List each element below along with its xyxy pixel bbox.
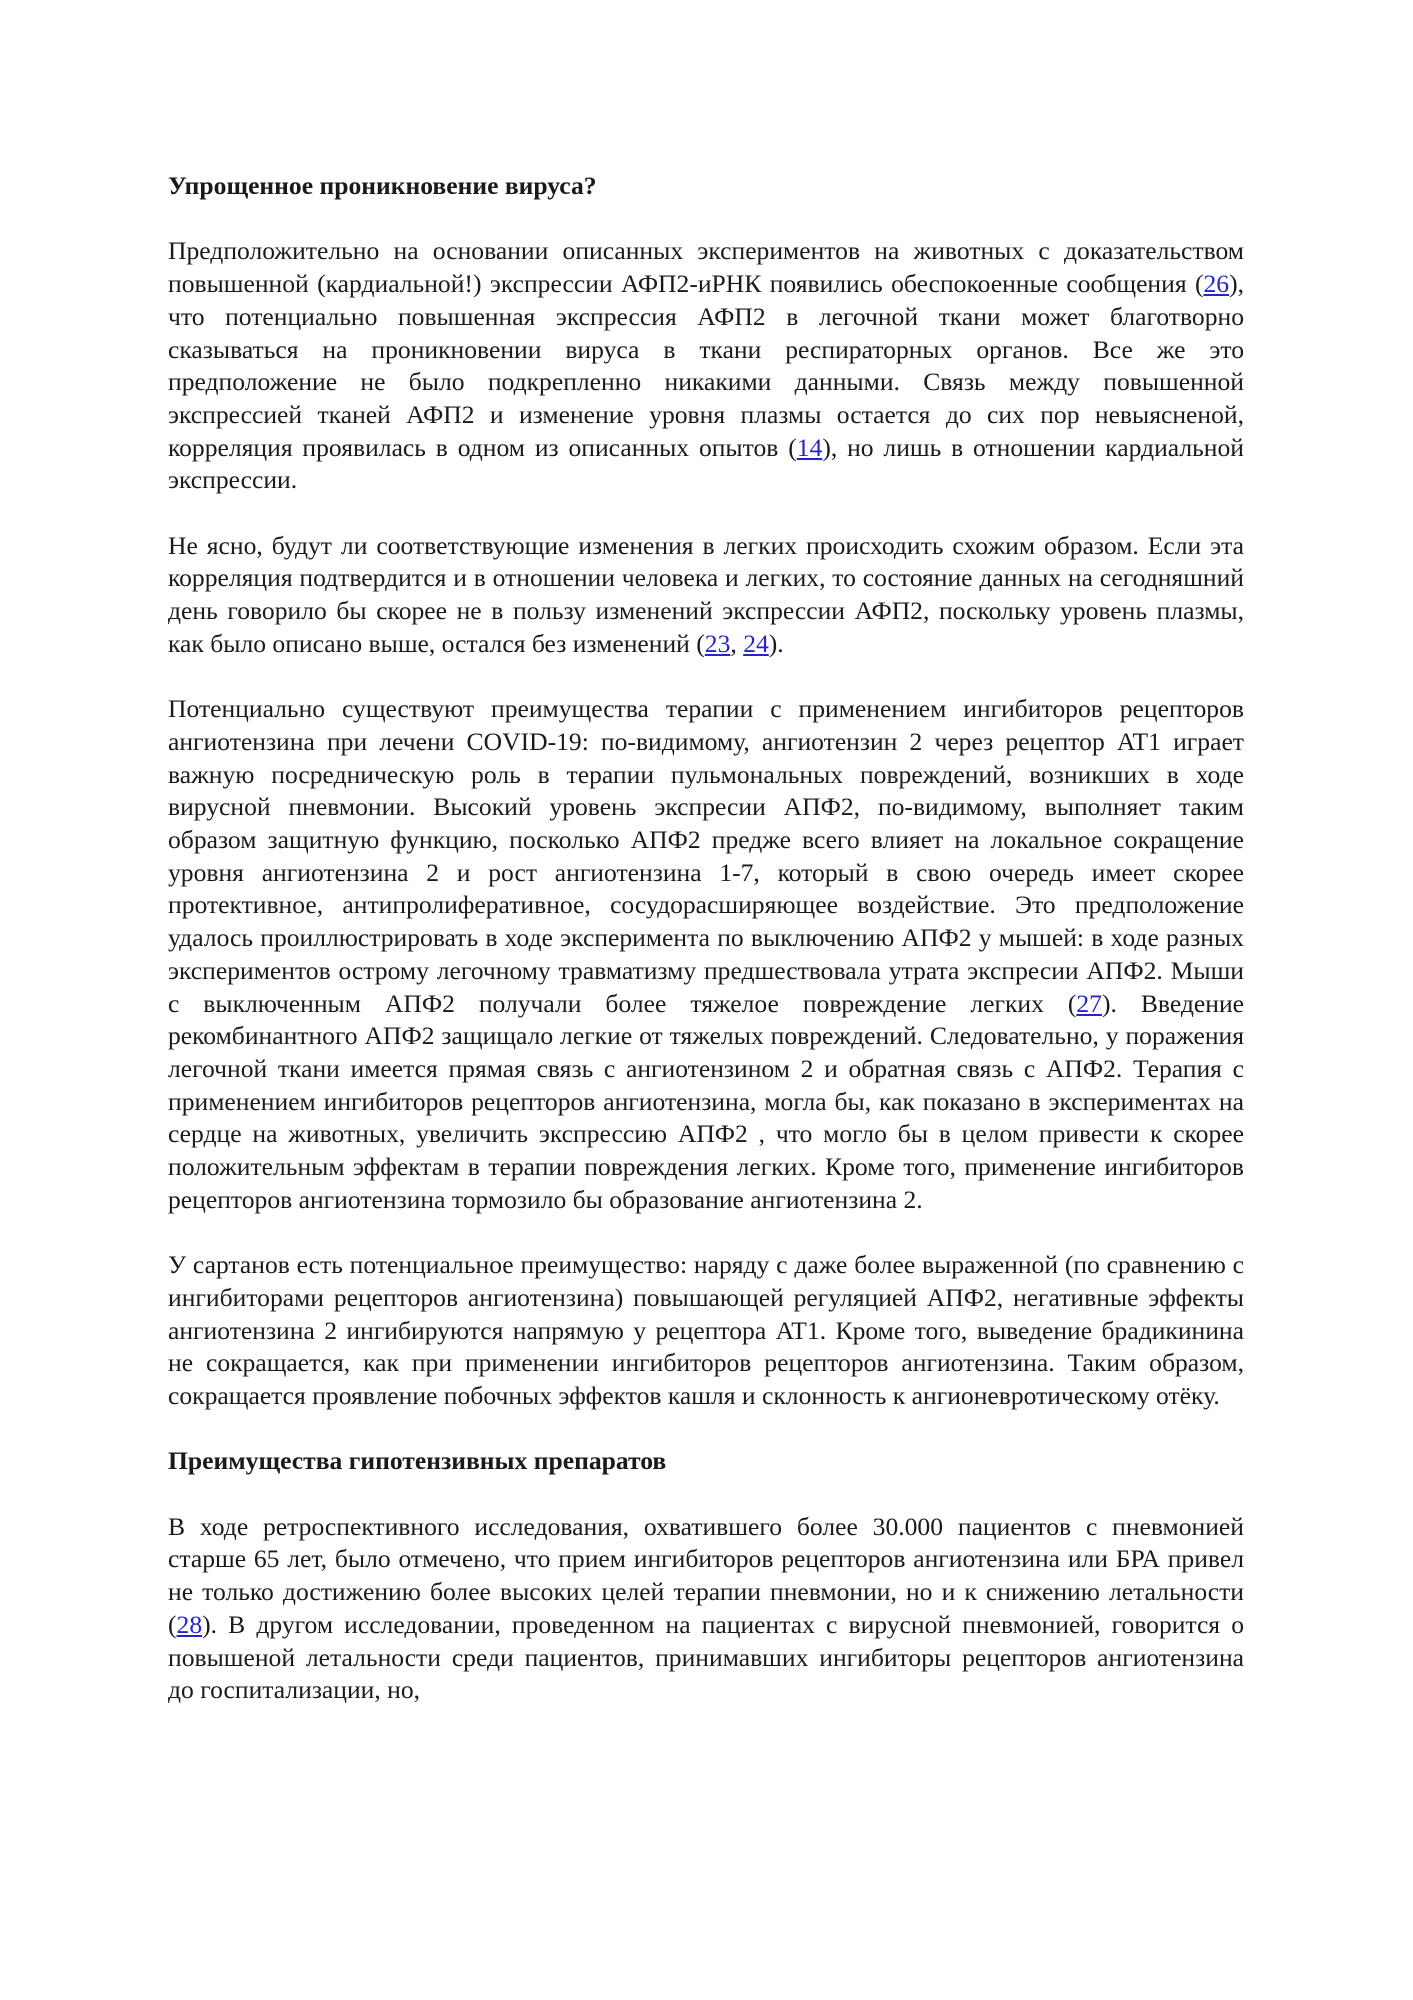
reference-link-23[interactable]: 23 <box>704 628 731 658</box>
reference-link-14[interactable]: 14 <box>796 432 823 462</box>
section-heading-virus-entry: Упрощенное проникновение вируса? <box>168 171 597 200</box>
paragraph-text: ), но лишь в отношении кардиальной экспрессии. <box>168 432 1244 495</box>
paragraph-text: ). В другом исследовании, проведенном на пациентах с вирусной пневмонией, говорится о повышеной летальности среди пациентов, принимавших ингибиторы рецепторов ангиотензина до госпитализации, но, <box>168 1609 1244 1705</box>
reference-link-27[interactable]: 27 <box>1076 988 1102 1018</box>
paragraph-text: , <box>730 628 744 658</box>
reference-link-28[interactable]: 28 <box>176 1609 203 1639</box>
paragraph-2 <box>168 530 1244 661</box>
paragraph-text: Потенциально существуют преимущества терапии с применением ингибиторов рецепторов ангиотензина при лечени COVID-19: по-видимому, ангиотензин 2 через рецептор AT1 играет важную посредническую роль в терапии пульмональных повреждений, возникших в ходе вирусной пневмонии. Высокий уровень экспресии АПФ2, по-видимому, выполняет таким образом защитную функцию, посколько АПФ2 предже всего влияет на локальное сокращение уровня ангиотензина 2 и рост ангиотензина 1-7, который в свою очередь имеет скорее протективное, антипролиферативное, сосудорасширяющее воздействие. Это предположение удалось проиллюстрировать в ходе эксперимента по выключению АПФ2 у мышей: в ходе разных экспериментов острому легочному травматизму предшествовала утрата экспресии АПФ2. Мыши с выключенным АПФ2 получали более тяжелое повреждение легких ( <box>168 694 1244 1018</box>
paragraph-text: ), что потенциально повышенная экспрессия АФП2 в легочной ткани может благотворно сказываться на проникновении вируса в ткани респираторных органов. Все же это предположение не было подкрепленно никакими данными. Связь между повышенной экспрессией тканей АФП2 и изменение уровня плазмы остается до сих пор невыясненой, корреляция проявилась в одном из описанных опытов ( <box>168 269 1244 462</box>
paragraph-5 <box>168 1511 1244 1707</box>
reference-link-26[interactable]: 26 <box>1203 269 1230 299</box>
paragraph-1 <box>168 235 1244 497</box>
paragraph-text: В ходе ретроспективного исследования, охватившего более 30.000 пациентов с пневмонией старше 65 лет, было отмечено, что прием ингибиторов рецепторов ангиотензина или БРА привел не только достижению более высоких целей терапии пневмонии, но и к снижению летальности ( <box>168 1511 1244 1639</box>
paragraph-text: Предположительно на основании описанных экспериментов на животных с доказательством повышенной (кардиальной!) экспрессии АФП2-иРНК появились обеспокоенные сообщения ( <box>168 236 1244 299</box>
reference-link-24[interactable]: 24 <box>743 628 769 658</box>
paragraph-3 <box>168 693 1244 1216</box>
document-page <box>168 170 1244 1740</box>
section-heading-antihypertensive-benefits: Преимущества гипотензивных препаратов <box>168 1446 667 1476</box>
paragraph-text: ). Введение рекомбинантного АПФ2 защищало легкие от тяжелых повреждений. Следовательно, у поражения легочной ткани имеется прямая связь с ангиотензином 2 и обратная связь с АПФ2. Терапия с применением ингибиторов рецепторов ангиотензина, могла бы, как показано в экспериментах на сердце на животных, увеличить экспрессию АПФ2 , что могло бы в целом привести к скорее положительным эффектам в терапии повреждения легких. Кроме того, применение ингибиторов рецепторов ангиотензина тормозило бы образование ангиотензина 2. <box>168 988 1244 1214</box>
paragraph-text: У сартанов есть потенциальное преимущество: наряду с даже более выраженной (по сравнению с ингибиторами рецепторов ангиотензина) повышающей регуляцией АПФ2, негативные эффекты ангиотензина 2 ингибируются напрямую у рецептора AT1. Кроме того, выведение брадикинина не сокращается, как при применении ингибиторов рецепторов ангиотензина. Таким образом, сокращается проявление побочных эффектов кашля и склонность к ангионевротическому отёку. <box>168 1250 1244 1410</box>
paragraph-text: Не ясно, будут ли соответствующие изменения в легких происходить схожим образом. Если эта корреляция подтвердится и в отношении человека и легких, то состояние данных на сегодняшний день говорило бы скорее не в пользу изменений экспрессии АФП2, поскольку уровень плазмы, как было описано выше, остался без изменений ( <box>168 530 1244 658</box>
paragraph-text: ). <box>768 628 784 658</box>
paragraph-4 <box>168 1249 1244 1413</box>
